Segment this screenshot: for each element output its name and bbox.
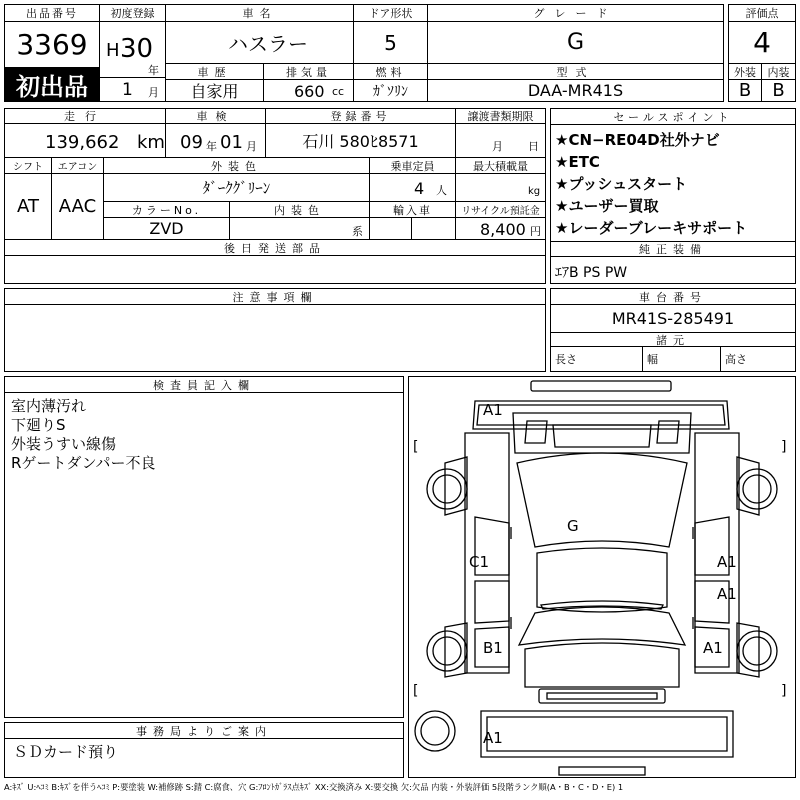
mark-roof: G <box>567 517 579 535</box>
interior: B <box>762 80 796 102</box>
shift: AT <box>4 174 52 240</box>
import-cell-b <box>412 218 456 240</box>
capacity-label: 乗車定員 <box>370 158 456 174</box>
mileage: 139,662 <box>45 132 120 153</box>
windshield-shape <box>517 453 687 547</box>
load-label: 最大積載量 <box>456 158 546 174</box>
mileage-cell <box>4 124 166 158</box>
model-label: 型式 <box>428 64 724 80</box>
score: 4 <box>728 22 796 64</box>
height-cell <box>721 347 795 371</box>
month: 1 <box>122 80 133 100</box>
first-reg-year-cell <box>100 22 166 78</box>
first-reg-label: 初度登録 <box>100 4 166 22</box>
first-reg-month-cell <box>100 78 166 102</box>
notes-box <box>4 288 546 372</box>
year: 30 <box>120 34 154 64</box>
mileage-label: 走行 <box>4 108 166 124</box>
office-label: 事務局よりご案内 <box>5 723 403 739</box>
car-outline <box>409 377 795 777</box>
recycle-cell <box>456 218 546 240</box>
bracket-right-bottom: ] <box>781 683 787 699</box>
year-unit: 年 <box>148 64 159 77</box>
era: H <box>106 40 120 61</box>
load-cell <box>456 174 546 202</box>
sales-point-item: ★ユーザー買取 <box>555 197 659 215</box>
transfer-month: 月 <box>492 140 503 153</box>
fuel-label: 燃料 <box>354 64 428 80</box>
rear-panel-shape <box>481 711 733 757</box>
height-label: 高さ <box>725 353 747 366</box>
mark-right-rear-door: A1 <box>717 585 737 603</box>
grade: G <box>428 22 724 64</box>
inspection-cell <box>166 124 266 158</box>
displacement: 660 <box>294 82 325 101</box>
inspection-month-unit: 月 <box>246 140 257 153</box>
history-label: 車歴 <box>166 64 264 80</box>
capacity-cell <box>370 174 456 202</box>
interior-label: 内装 <box>762 64 796 80</box>
inspector-box <box>4 376 404 718</box>
equipment-value: ｴｱB PS PW <box>555 265 628 281</box>
plate-label: 登録番号 <box>266 108 456 124</box>
interior-color-cell <box>230 218 370 240</box>
capacity-unit: 人 <box>436 184 447 197</box>
mark-right-front-door: A1 <box>717 553 737 571</box>
recycle: 8,400 <box>480 220 526 239</box>
displacement-cell <box>264 80 354 102</box>
car-name-label: 車名 <box>166 4 354 22</box>
mark-rear: A1 <box>483 729 503 747</box>
model: DAA-MR41S <box>428 80 724 102</box>
plate: 石川 580ﾋ8571 <box>266 124 456 158</box>
sales-point-item: ★ETC <box>555 153 600 171</box>
mark-left-front-door: C1 <box>469 553 490 571</box>
rear-hatch-shape <box>525 643 679 687</box>
vehicle-details <box>4 108 546 284</box>
car-name: ハスラー <box>166 22 354 64</box>
color-label: 外装色 <box>104 158 370 174</box>
mileage-unit: km <box>137 132 165 153</box>
office-box <box>4 722 404 778</box>
color: ﾀﾞｰｸｸﾞﾘｰﾝ <box>104 174 370 202</box>
later-parts-label: 後日発送部品 <box>4 240 546 256</box>
mark-right-rear-fender: A1 <box>703 639 723 657</box>
sales-points-label: セールスポイント <box>551 109 795 125</box>
rear-bumper-shape <box>539 689 665 703</box>
sales-point-item: ★プッシュスタート <box>555 175 688 193</box>
inspector-line: 外装うすい線傷 <box>11 435 117 453</box>
equipment-label: 純正装備 <box>551 241 795 257</box>
roof-shape <box>537 548 667 612</box>
fuel: ｶﾞｿﾘﾝ <box>354 80 428 102</box>
dims-label: 諸元 <box>551 333 795 347</box>
front-bumper-shape <box>531 381 671 391</box>
inspection-year: 09 <box>180 132 203 153</box>
chassis-number: MR41S-285491 <box>551 305 795 333</box>
interior-color-label: 内装色 <box>230 202 370 218</box>
inspection-label: 車検 <box>166 108 266 124</box>
displacement-label: 排気量 <box>264 64 354 80</box>
first-listing-badge: 初出品 <box>4 68 100 102</box>
notes-label: 注意事項欄 <box>5 289 545 305</box>
inspection-month: 01 <box>220 132 243 153</box>
interior-color-unit: 系 <box>352 225 363 238</box>
legend-footer: A:ｷｽﾞ U:ﾍｺﾐ B:ｷｽﾞを伴うﾍｺﾐ P:要塗装 W:補修跡 S:錆 C:腐食、穴 G:ﾌﾛﾝﾄｶﾞﾗｽ点ｷｽﾞ XX:交換済み X:要交換 欠:欠品 内装・外装評価 5段階ランク順(A・B・C・D・E) 1 <box>4 782 624 792</box>
import-cell-a <box>370 218 412 240</box>
bracket-left-top: [ <box>413 439 419 455</box>
color-no: ZVD <box>104 218 230 240</box>
shift-label: シフト <box>4 158 52 174</box>
doors: 5 <box>354 22 428 64</box>
inspector-line: Rゲートダンパー不良 <box>11 454 156 472</box>
inspector-label: 検査員記入欄 <box>5 377 403 393</box>
ac-label: エアコン <box>52 158 104 174</box>
recycle-unit: 円 <box>530 225 541 238</box>
score-label: 評価点 <box>728 4 796 22</box>
length-label: 長さ <box>555 353 577 366</box>
sales-points-box <box>550 108 796 284</box>
bracket-left-bottom: [ <box>413 683 419 699</box>
displacement-unit: cc <box>332 85 345 98</box>
bracket-right-top: ] <box>781 439 787 455</box>
doors-label: ドア形状 <box>354 4 428 22</box>
recycle-label: リサイクル預託金 <box>456 202 546 218</box>
office-text: ＳＤカード預り <box>13 743 119 761</box>
capacity: 4 <box>414 179 425 198</box>
width-cell <box>643 347 721 371</box>
ac: AAC <box>52 174 104 240</box>
history: 自家用 <box>166 80 264 102</box>
grade-label: グレード <box>428 4 724 22</box>
exterior: B <box>728 80 762 102</box>
month-unit: 月 <box>148 86 159 99</box>
sales-point-item: ★レーダーブレーキサポート <box>555 219 748 237</box>
sales-point-item: ★CN−RE04D社外ナビ <box>555 131 720 149</box>
transfer-day: 日 <box>528 140 539 153</box>
exterior-label: 外装 <box>728 64 762 80</box>
chassis-label: 車台番号 <box>551 289 795 305</box>
lot-no-label: 出品番号 <box>4 4 100 22</box>
width-label: 幅 <box>647 353 658 366</box>
later-parts-value <box>4 256 546 284</box>
damage-diagram <box>408 376 796 778</box>
transfer-cell <box>456 124 546 158</box>
mark-left-rear-fender: B1 <box>483 639 503 657</box>
inspector-line: 下廻りS <box>11 416 66 434</box>
load-unit: kg <box>528 186 541 197</box>
inspector-line: 室内薄汚れ <box>11 397 87 415</box>
length-cell <box>551 347 643 371</box>
rear-window-shape <box>519 607 685 645</box>
color-no-label: カラーNo. <box>104 202 230 218</box>
sales-points-list <box>555 129 747 239</box>
inspector-notes <box>11 397 156 473</box>
chassis-box <box>550 288 796 372</box>
mark-front: A1 <box>483 401 503 419</box>
transfer-label: 譲渡書類期限 <box>456 108 546 124</box>
lot-no: 3369 <box>4 22 100 68</box>
import-label: 輸入車 <box>370 202 456 218</box>
inspection-year-unit: 年 <box>206 140 217 153</box>
header-block <box>4 4 796 102</box>
